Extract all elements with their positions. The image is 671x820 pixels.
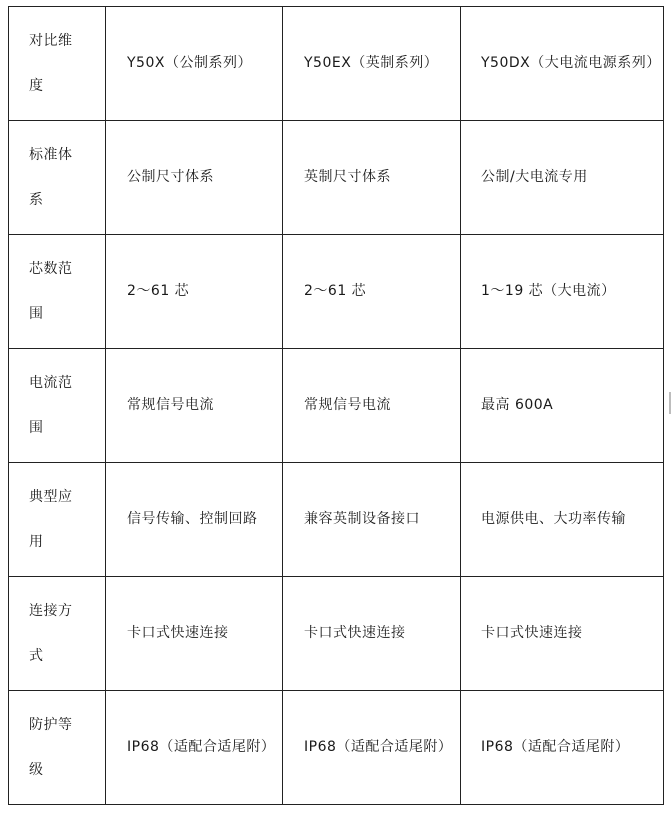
comparison-document (8, 6, 664, 805)
row-value-cell: IP68（适配合适尾附） (283, 691, 461, 805)
table-header-row (9, 7, 664, 121)
row-value-cell: 最高 600A (461, 349, 664, 463)
row-value-cell: IP68（适配合适尾附） (106, 691, 283, 805)
row-value-cell: 信号传输、控制回路 (106, 463, 283, 577)
table-row (9, 121, 664, 235)
row-dimension-cell: 标准体系 (9, 121, 106, 235)
row-dimension-cell: 防护等级 (9, 691, 106, 805)
row-value-cell: 卡口式快速连接 (461, 577, 664, 691)
row-dimension-cell: 芯数范围 (9, 235, 106, 349)
row-value-cell: 电源供电、大功率传输 (461, 463, 664, 577)
row-value-cell: 1～19 芯（大电流） (461, 235, 664, 349)
row-value-cell: 卡口式快速连接 (283, 577, 461, 691)
row-value-cell: 公制尺寸体系 (106, 121, 283, 235)
row-value-cell: 常规信号电流 (106, 349, 283, 463)
table-row (9, 235, 664, 349)
row-value-cell: IP68（适配合适尾附） (461, 691, 664, 805)
table-row (9, 691, 664, 805)
header-series-y50dx: Y50DX（大电流电源系列） (461, 7, 664, 121)
row-value-cell: 2～61 芯 (283, 235, 461, 349)
row-value-cell: 兼容英制设备接口 (283, 463, 461, 577)
header-dimension-cell: 对比维度 (9, 7, 106, 121)
row-value-cell: 英制尺寸体系 (283, 121, 461, 235)
table-row (9, 349, 664, 463)
row-dimension-cell: 典型应用 (9, 463, 106, 577)
row-dimension-cell: 连接方式 (9, 577, 106, 691)
header-series-y50x: Y50X（公制系列） (106, 7, 283, 121)
row-value-cell: 公制/大电流专用 (461, 121, 664, 235)
comparison-table (8, 6, 664, 805)
row-value-cell: 卡口式快速连接 (106, 577, 283, 691)
table-row (9, 577, 664, 691)
row-value-cell: 2～61 芯 (106, 235, 283, 349)
header-series-y50ex: Y50EX（英制系列） (283, 7, 461, 121)
row-value-cell: 常规信号电流 (283, 349, 461, 463)
row-dimension-cell: 电流范围 (9, 349, 106, 463)
table-row (9, 463, 664, 577)
